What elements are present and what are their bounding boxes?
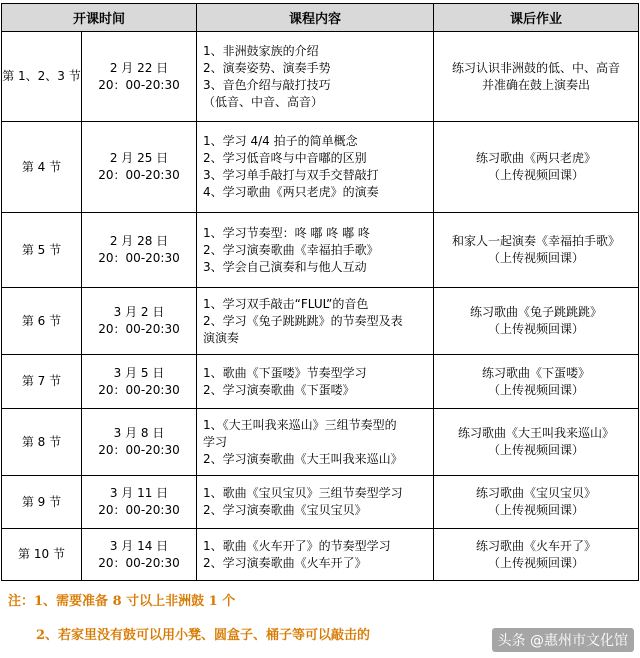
- header-homework: 课后作业: [434, 4, 639, 32]
- date-label: 2 月 22 日: [109, 60, 169, 75]
- header-content: 课程内容: [197, 4, 434, 32]
- date-cell: [82, 409, 197, 476]
- table-row: [2, 122, 639, 213]
- session-label: 第 4 节: [2, 122, 82, 213]
- date-label: 3 月 14 日: [109, 538, 169, 553]
- date-cell: [82, 288, 197, 355]
- content-line: 1、歌曲《下蛋喽》节奏型学习: [203, 365, 367, 380]
- homework-line: （上传视频回课）: [488, 382, 585, 397]
- session-label: 第 1、2、3 节: [2, 32, 82, 122]
- time-label: 20：00-20:30: [98, 382, 180, 397]
- content-cell: [197, 355, 434, 409]
- content-line: 1、歌曲《火车开了》的节奏型学习: [203, 538, 391, 553]
- homework-line: 练习歌曲《大王叫我来巡山》: [458, 426, 615, 440]
- content-line: 2、演奏姿势、演奏手势: [203, 60, 331, 75]
- homework-cell: [434, 355, 639, 409]
- table-row: [2, 355, 639, 409]
- table-row: [2, 288, 639, 355]
- date-cell: [82, 476, 197, 529]
- content-cell: [197, 122, 434, 213]
- homework-cell: [434, 213, 639, 288]
- table-row: [2, 32, 639, 122]
- content-line: 3、学会自己演奏和与他人互动: [203, 259, 367, 274]
- homework-cell: [434, 288, 639, 355]
- time-label: 20：00-20:30: [98, 168, 180, 182]
- content-line: 2、学习《兔子跳跳跳》的节奏型及表: [203, 313, 403, 328]
- content-line: 3、音色介绍与敲打技巧: [203, 77, 331, 92]
- homework-cell: [434, 32, 639, 122]
- content-line: 2、学习演奏歌曲《宝贝宝贝》: [203, 503, 367, 517]
- time-label: 20：00-20:30: [98, 251, 180, 265]
- homework-line: 练习歌曲《两只老虎》: [476, 151, 597, 165]
- session-label: 第 8 节: [2, 409, 82, 476]
- content-line: 2、学习演奏歌曲《火车开了》: [203, 555, 367, 570]
- content-line: 1、非洲鼓家族的介绍: [203, 43, 319, 58]
- date-label: 3 月 2 日: [113, 305, 165, 319]
- homework-line: （上传视频回课）: [488, 443, 585, 457]
- date-cell: [82, 529, 197, 581]
- content-cell: [197, 476, 434, 529]
- homework-cell: [434, 409, 639, 476]
- content-cell: [197, 409, 434, 476]
- table-row: [2, 476, 639, 529]
- session-label: 第 10 节: [2, 529, 82, 581]
- table-row: [2, 529, 639, 581]
- homework-line: 练习歌曲《火车开了》: [476, 538, 597, 553]
- content-line: 1、学习 4/4 拍子的简单概念: [203, 134, 358, 148]
- content-line: 2、学习演奏歌曲《下蛋喽》: [203, 382, 355, 397]
- homework-line: 练习歌曲《下蛋喽》: [482, 365, 591, 380]
- homework-line: 并准确在鼓上演奏出: [482, 77, 591, 92]
- date-cell: [82, 355, 197, 409]
- content-line: 4、学习歌曲《两只老虎》的演奏: [203, 185, 379, 199]
- watermark: 头条 @惠州市文化馆: [492, 628, 634, 652]
- note-line-1: 注：1、需要准备 8 寸以上非洲鼓 1 个: [8, 594, 236, 609]
- content-cell: [197, 529, 434, 581]
- homework-line: （上传视频回课）: [488, 555, 585, 570]
- date-cell: [82, 213, 197, 288]
- content-line: 1、歌曲《宝贝宝贝》三组节奏型学习: [203, 486, 403, 500]
- content-line: 3、学习单手敲打与双手交替敲打: [203, 168, 379, 182]
- date-cell: [82, 32, 197, 122]
- header-time: 开课时间: [2, 4, 197, 32]
- date-label: 2 月 28 日: [109, 234, 169, 248]
- homework-line: 和家人一起演奏《幸福拍手歌》: [452, 234, 621, 248]
- homework-cell: [434, 476, 639, 529]
- content-cell: [197, 32, 434, 122]
- session-label: 第 9 节: [2, 476, 82, 529]
- session-label: 第 6 节: [2, 288, 82, 355]
- date-label: 3 月 5 日: [113, 365, 165, 380]
- content-line: 学习: [203, 434, 228, 449]
- homework-line: （上传视频回课）: [488, 251, 585, 265]
- date-cell: [82, 122, 197, 213]
- homework-line: （上传视频回课）: [488, 168, 585, 182]
- content-line: 1、学习节奏型：咚 嘟 咚 嘟 咚: [203, 225, 370, 240]
- table-row: [2, 213, 639, 288]
- time-label: 20：00-20:30: [98, 443, 180, 457]
- homework-line: 练习认识非洲鼓的低、中、高音: [452, 60, 621, 75]
- time-label: 20：00-20:30: [98, 77, 180, 92]
- course-schedule-table: [1, 3, 639, 581]
- homework-cell: [434, 529, 639, 581]
- time-label: 20：00-20:30: [98, 555, 180, 570]
- time-label: 20：00-20:30: [98, 503, 180, 517]
- time-label: 20：00-20:30: [98, 322, 180, 336]
- homework-cell: [434, 122, 639, 213]
- date-label: 2 月 25 日: [109, 151, 169, 165]
- homework-line: （上传视频回课）: [488, 322, 585, 336]
- table-row: [2, 409, 639, 476]
- content-line: 1、《大王叫我来巡山》三组节奏型的: [203, 417, 397, 432]
- content-line: 2、学习演奏歌曲《大王叫我来巡山》: [203, 451, 403, 466]
- content-line: 1、学习双手敲击“FLUL”的音色: [203, 296, 369, 311]
- date-label: 3 月 8 日: [113, 426, 165, 440]
- content-line: 演演奏: [203, 330, 240, 345]
- homework-line: 练习歌曲《兔子跳跳跳》: [470, 305, 603, 319]
- content-line: （低音、中音、高音）: [203, 94, 324, 109]
- content-line: 2、学习低音咚与中音嘟的区别: [203, 151, 367, 165]
- table-header-row: [2, 4, 639, 32]
- session-label: 第 5 节: [2, 213, 82, 288]
- date-label: 3 月 11 日: [109, 486, 169, 500]
- note-line-2: 2、若家里没有鼓可以用小凳、圆盒子、桶子等可以敲击的: [36, 628, 371, 643]
- content-cell: [197, 288, 434, 355]
- session-label: 第 7 节: [2, 355, 82, 409]
- content-line: 2、学习演奏歌曲《幸福拍手歌》: [203, 242, 379, 257]
- homework-line: 练习歌曲《宝贝宝贝》: [476, 486, 597, 500]
- homework-line: （上传视频回课）: [488, 503, 585, 517]
- content-cell: [197, 213, 434, 288]
